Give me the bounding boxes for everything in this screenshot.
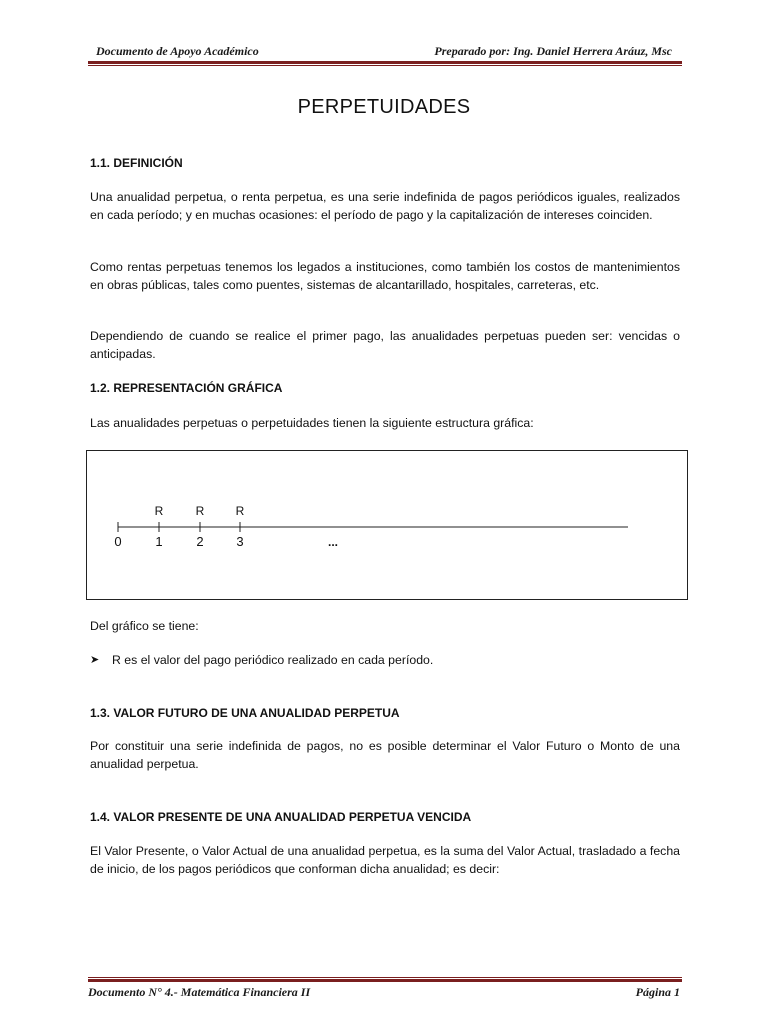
paragraph-valor-presente: El Valor Presente, o Valor Actual de una anualidad perpetua, es la suma del Valor Actual, trasladado a fecha de inicio, de los pagos periódicos que conforman dicha anualidad; es decir: [90, 844, 680, 876]
header-right-text: Preparado por: Ing. Daniel Herrera Aráuz, Msc [434, 44, 672, 58]
payment-label-1: R [154, 504, 164, 518]
bullet-arrow-icon: ➤ [90, 654, 100, 666]
section-heading-representacion: 1.2. REPRESENTACIÓN GRÁFICA [90, 381, 283, 395]
header-left-text: Documento de Apoyo Académico [96, 44, 259, 58]
section-heading-definicion: 1.1. DEFINICIÓN [90, 156, 183, 170]
page-number: Página 1 [635, 985, 680, 999]
header-rule [88, 61, 682, 66]
paragraph-definicion: Una anualidad perpetua, o renta perpetua, es una serie indefinida de pagos periódicos iguales, realizados en cada período; y en muchas ocasiones: el período de pago y la capitalización de intereses coinciden. [90, 190, 680, 222]
page-title: PERPETUIDADES [297, 96, 471, 118]
tick-label-3: 3 [236, 534, 244, 549]
timeline-svg [87, 451, 687, 599]
bullet-text: R es el valor del pago periódico realizado en cada período. [112, 653, 434, 667]
timeline-graph [86, 450, 688, 600]
paragraph-valor-futuro: Por constituir una serie indefinida de pagos, no es posible determinar el Valor Futuro o Monto de una anualidad perpetua. [90, 739, 680, 771]
page-footer [88, 985, 680, 1001]
page-header [88, 44, 680, 60]
tick-label-1: 1 [155, 534, 163, 549]
payment-label-3: R [235, 504, 245, 518]
payment-label-2: R [195, 504, 205, 518]
footer-rule [88, 977, 682, 982]
paragraph-vencidas: Dependiendo de cuando se realice el primer pago, las anualidades perpetuas pueden ser: vencidas o anticipadas. [90, 329, 680, 361]
tick-label-0: 0 [114, 534, 122, 549]
section-heading-valor-futuro: 1.3. VALOR FUTURO DE UNA ANUALIDAD PERPETUA [90, 706, 400, 720]
paragraph-estructura: Las anualidades perpetuas o perpetuidades tienen la siguiente estructura gráfica: [90, 416, 534, 430]
paragraph-del-grafico: Del gráfico se tiene: [90, 619, 199, 633]
footer-left-text: Documento N° 4.- Matemática Financiera II [88, 985, 311, 999]
paragraph-rentas: Como rentas perpetuas tenemos los legados a instituciones, como también los costos de mantenimientos en obras públicas, tales como puentes, sistemas de alcantarillado, hospitales, carreteras, etc. [90, 260, 680, 292]
section-heading-valor-presente: 1.4. VALOR PRESENTE DE UNA ANUALIDAD PERPETUA VENCIDA [90, 810, 472, 824]
tick-label-2: 2 [196, 534, 204, 549]
timeline-ellipsis: ... [327, 535, 339, 549]
